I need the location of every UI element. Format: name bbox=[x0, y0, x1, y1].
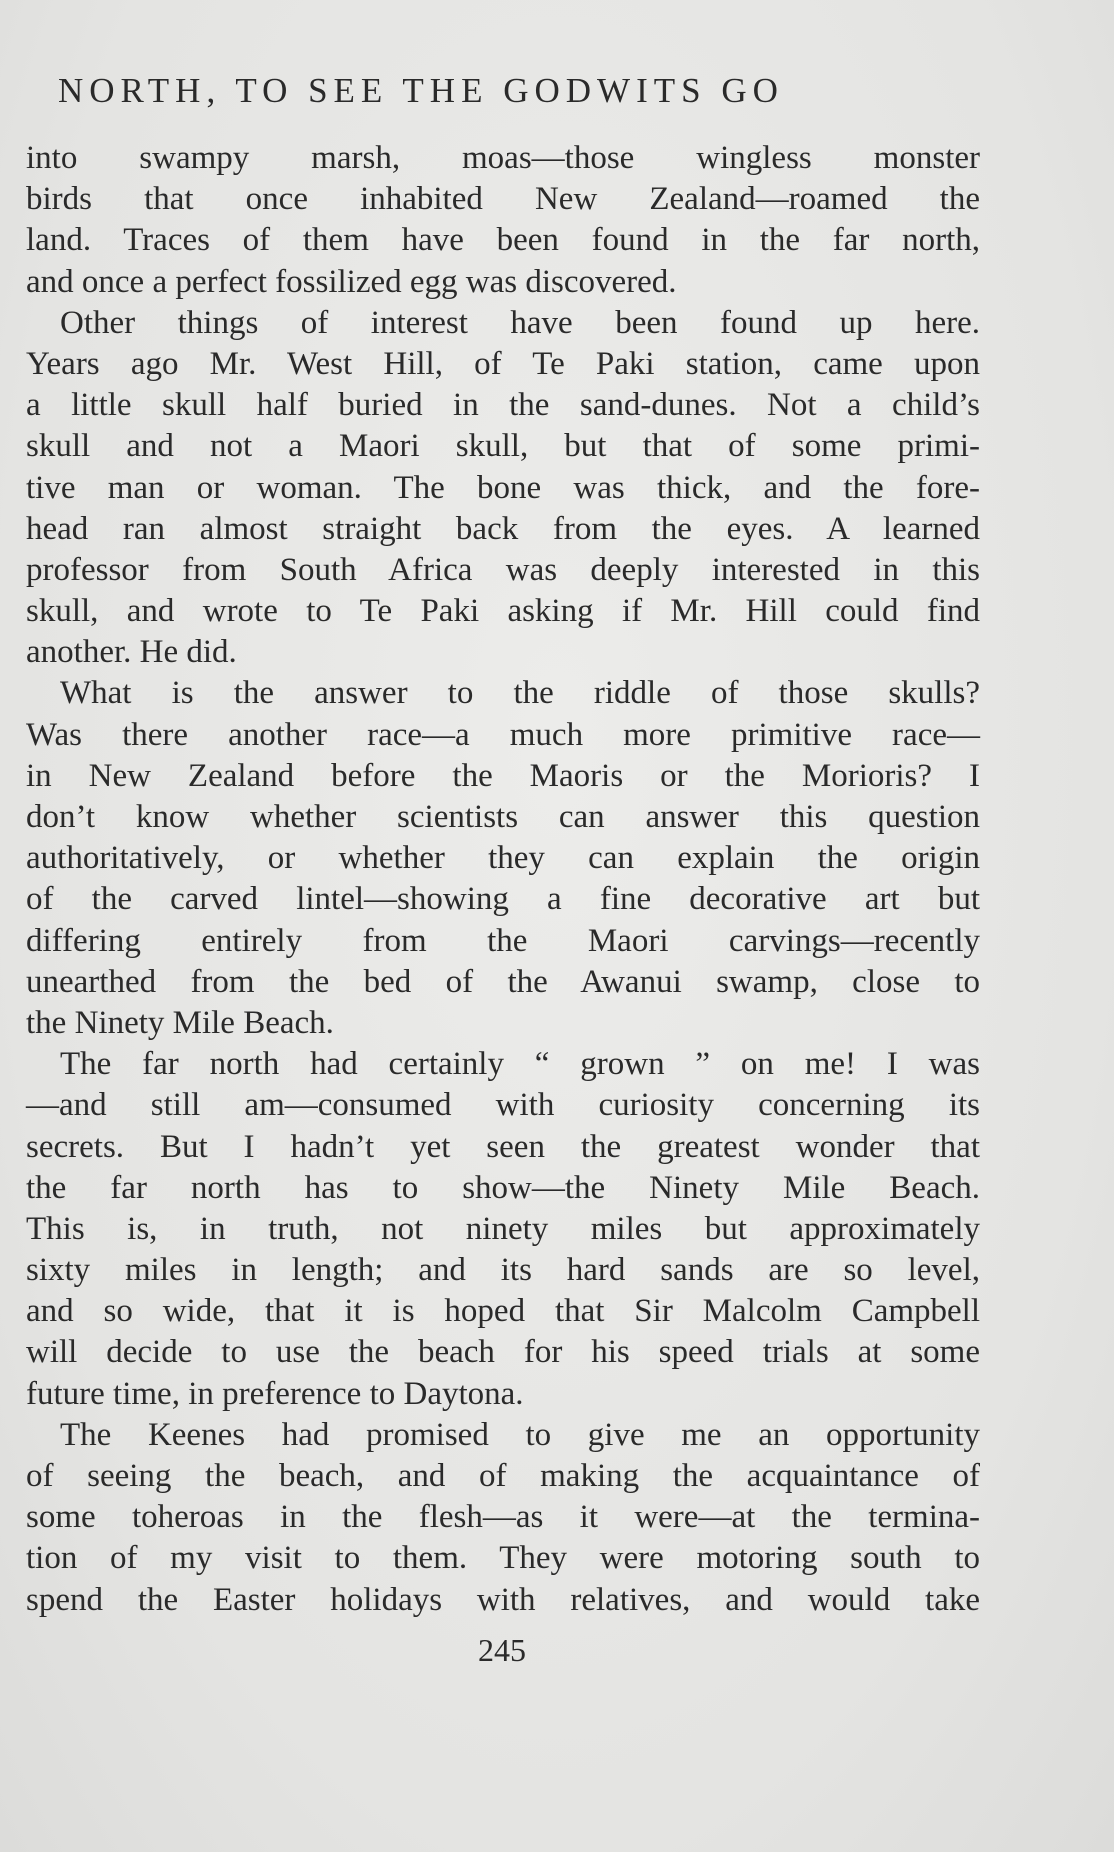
text-line: into swampy marsh, moas—those wingless monster bbox=[26, 140, 980, 176]
text-line: skull and not a Maori skull, but that of some primi- bbox=[26, 428, 980, 465]
text-line: This is, in truth, not ninety miles but approximately bbox=[26, 1210, 980, 1247]
text-line: differing entirely from the Maori carvings—recently bbox=[26, 922, 980, 959]
text-line: professor from South Africa was deeply interested in this bbox=[26, 551, 980, 588]
text-line: and once a perfect fossilized egg was discovered. bbox=[26, 263, 677, 300]
paragraph-first-line: The Keenes had promised to give me an opportunity bbox=[60, 1416, 980, 1453]
text-line: don’t know whether scientists can answer this question bbox=[26, 799, 980, 835]
text-line: tion of my visit to them. They were motoring south to bbox=[26, 1540, 980, 1577]
text-line: some toheroas in the flesh—as it were—at the termina- bbox=[26, 1499, 980, 1536]
text-line: —and still am—consumed with curiosity concerning its bbox=[26, 1087, 980, 1124]
text-line: a little skull half buried in the sand-dunes. Not a child’s bbox=[26, 387, 980, 424]
text-line: tive man or woman. The bone was thick, and the fore- bbox=[26, 469, 980, 506]
text-line: spend the Easter holidays with relatives, and would take bbox=[26, 1581, 980, 1618]
text-line: the far north has to show—the Ninety Mile Beach. bbox=[26, 1169, 980, 1206]
paragraph-first-line: Other things of interest have been found up here. bbox=[60, 304, 980, 341]
text-line: head ran almost straight back from the eyes. A learned bbox=[26, 510, 980, 547]
body-text bbox=[26, 138, 980, 1621]
text-line: birds that once inhabited New Zealand—roamed the bbox=[26, 181, 980, 218]
paragraph-first-line: The far north had certainly “ grown ” on me! I was bbox=[60, 1046, 980, 1083]
text-line: secrets. But I hadn’t yet seen the greatest wonder that bbox=[26, 1128, 980, 1165]
text-line: land. Traces of them have been found in the far north, bbox=[26, 222, 980, 259]
text-line: of the carved lintel—showing a fine decorative art but bbox=[26, 881, 980, 918]
text-line: in New Zealand before the Maoris or the Morioris? I bbox=[26, 757, 980, 794]
text-line: authoritatively, or whether they can explain the origin bbox=[26, 840, 980, 877]
running-head: NORTH, TO SEE THE GODWITS GO bbox=[58, 71, 784, 110]
text-line: the Ninety Mile Beach. bbox=[26, 1004, 334, 1041]
text-line: skull, and wrote to Te Paki asking if Mr. Hill could find bbox=[26, 593, 980, 630]
paragraph-first-line: What is the answer to the riddle of those skulls? bbox=[60, 675, 980, 712]
text-line: unearthed from the bed of the Awanui swamp, close to bbox=[26, 963, 980, 1000]
text-line: future time, in preference to Daytona. bbox=[26, 1375, 524, 1412]
page-number: 245 bbox=[478, 1632, 526, 1668]
text-line: Years ago Mr. West Hill, of Te Paki station, came upon bbox=[26, 345, 980, 382]
text-line: will decide to use the beach for his speed trials at some bbox=[26, 1334, 980, 1371]
text-line: Was there another race—a much more primitive race— bbox=[26, 716, 980, 753]
text-line: sixty miles in length; and its hard sands are so level, bbox=[26, 1252, 980, 1289]
text-line: of seeing the beach, and of making the acquaintance of bbox=[26, 1458, 980, 1494]
text-line: and so wide, that it is hoped that Sir Malcolm Campbell bbox=[26, 1293, 980, 1330]
text-line: another. He did. bbox=[26, 634, 237, 671]
